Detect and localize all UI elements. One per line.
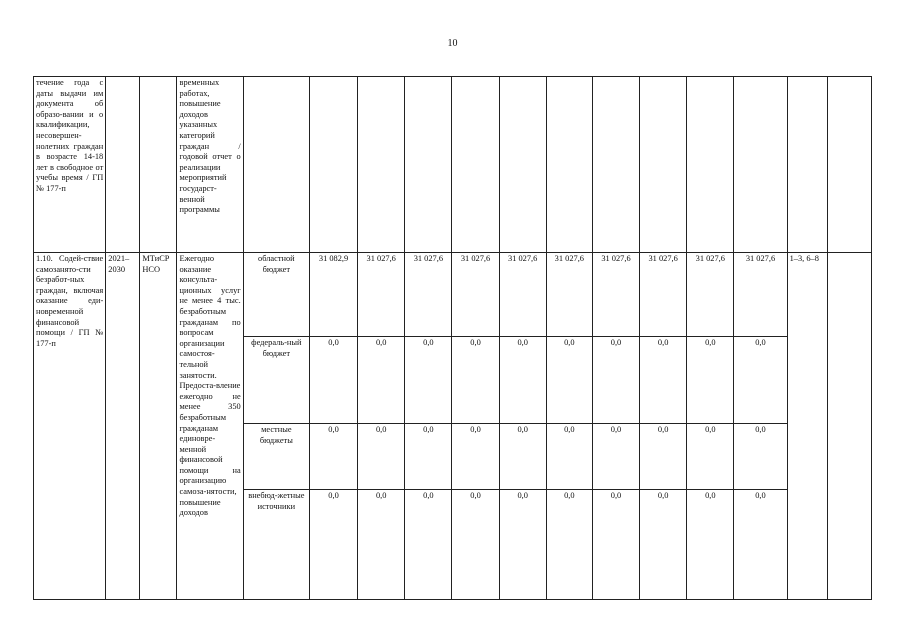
value-cell-empty	[309, 77, 357, 253]
funding-value: 0,0	[358, 424, 405, 490]
source-cell-empty	[243, 77, 309, 253]
funding-value: 0,0	[358, 337, 405, 424]
funding-value: 31 027,6	[452, 253, 499, 337]
funding-value: 0,0	[309, 490, 357, 600]
funding-value: 0,0	[405, 337, 452, 424]
funding-value: 0,0	[499, 424, 546, 490]
funding-value: 0,0	[687, 424, 734, 490]
funding-value: 31 027,6	[499, 253, 546, 337]
measure-period: 2021–2030	[106, 253, 140, 600]
value-cell-empty	[687, 77, 734, 253]
funding-value: 31 027,6	[687, 253, 734, 337]
funding-value: 31 027,6	[734, 253, 787, 337]
executor-cell-empty	[140, 77, 177, 253]
funding-value: 0,0	[734, 490, 787, 600]
funding-source: областной бюджет	[243, 253, 309, 337]
funding-value: 31 027,6	[546, 253, 592, 337]
period-cell-empty	[106, 77, 140, 253]
funding-value: 0,0	[309, 337, 357, 424]
funding-value: 0,0	[499, 490, 546, 600]
funding-source: федераль-ный бюджет	[243, 337, 309, 424]
funding-value: 0,0	[358, 490, 405, 600]
program-measures-table	[33, 76, 872, 600]
funding-value: 0,0	[687, 337, 734, 424]
measure-executor: МТиСР НСО	[140, 253, 177, 600]
funding-value: 31 027,6	[405, 253, 452, 337]
value-cell-empty	[592, 77, 639, 253]
funding-value: 31 082,9	[309, 253, 357, 337]
funding-value: 31 027,6	[640, 253, 687, 337]
value-cell-empty	[358, 77, 405, 253]
funding-value: 0,0	[640, 424, 687, 490]
funding-value: 0,0	[452, 490, 499, 600]
funding-value: 31 027,6	[358, 253, 405, 337]
funding-value: 31 027,6	[592, 253, 639, 337]
value-cell-empty	[546, 77, 592, 253]
page-number: 10	[447, 38, 458, 49]
value-cell-empty	[499, 77, 546, 253]
value-cell-empty	[452, 77, 499, 253]
funding-source: внебюд-жетные источники	[243, 490, 309, 600]
funding-value: 0,0	[687, 490, 734, 600]
measure-name-continued: течение года с даты выдачи им документа об образо-вании и о квалификации, несовершен-нолетних граждан в возрасте 14-18 лет в свободное от учебы время / ГП № 177-п	[34, 77, 106, 253]
value-cell-empty	[640, 77, 687, 253]
funding-value: 0,0	[405, 490, 452, 600]
targets-cell-empty	[787, 77, 827, 253]
measure-result: Ежегодно оказание консульта-ционных услуг не менее 4 тыс. безработным гражданам по вопросам организации самостоя-тельной занятости. Предоста-вление ежегодно не менее 350 безработным гражданам единовре-менной финансовой помощи на организацию самоза-нятости, повышение доходов	[177, 253, 243, 600]
funding-value: 0,0	[452, 337, 499, 424]
measure-name: 1.10. Содей-ствие самозанято-сти безработ-ных граждан, включая оказание еди-новременной финансовой помощи / ГП № 177-п	[34, 253, 106, 600]
value-cell-empty	[734, 77, 787, 253]
funding-value: 0,0	[546, 424, 592, 490]
funding-value: 0,0	[734, 337, 787, 424]
funding-value: 0,0	[546, 490, 592, 600]
funding-value: 0,0	[592, 337, 639, 424]
funding-value: 0,0	[499, 337, 546, 424]
funding-source: местные бюджеты	[243, 424, 309, 490]
funding-value: 0,0	[592, 490, 639, 600]
funding-value: 0,0	[309, 424, 357, 490]
funding-value: 0,0	[592, 424, 639, 490]
result-continued: временных работах, повышение доходов указанных категорий граждан / годовой отчет о реализации мероприятий государст-венной программы	[177, 77, 243, 253]
measure-targets: 1–3, 6–8	[787, 253, 827, 600]
last-cell-empty	[827, 77, 871, 253]
last-cell-empty	[827, 253, 871, 600]
funding-value: 0,0	[452, 424, 499, 490]
value-cell-empty	[405, 77, 452, 253]
funding-value: 0,0	[734, 424, 787, 490]
funding-row-regional	[34, 253, 872, 337]
funding-value: 0,0	[546, 337, 592, 424]
continuation-row	[34, 77, 872, 253]
funding-value: 0,0	[640, 490, 687, 600]
funding-value: 0,0	[640, 337, 687, 424]
funding-value: 0,0	[405, 424, 452, 490]
